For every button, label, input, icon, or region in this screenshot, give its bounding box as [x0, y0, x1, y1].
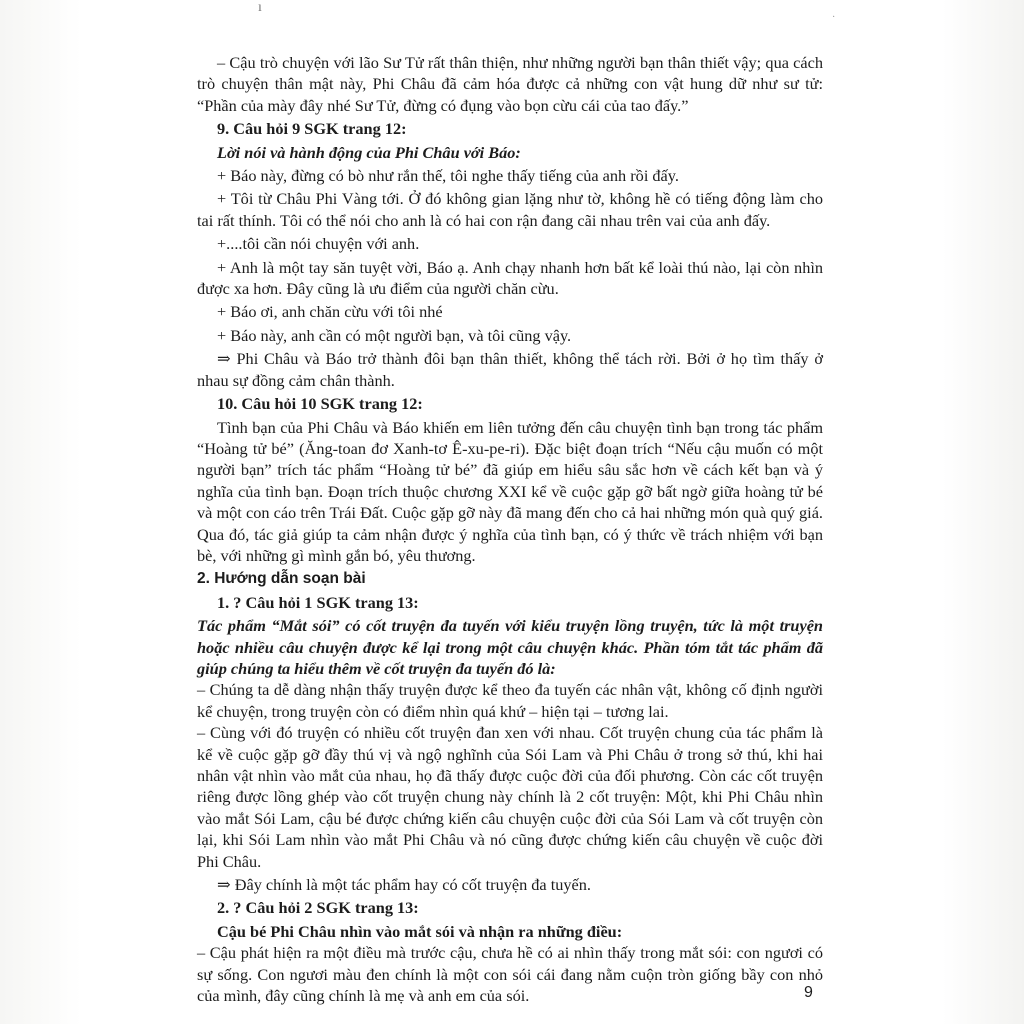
- question-heading: Lời nói và hành động của Phi Châu với Báo:: [217, 142, 521, 162]
- header-mark: ı: [258, 0, 262, 15]
- paragraph: + Anh là một tay săn tuyệt vời, Báo ạ. Anh chạy nhanh hơn bất kể loài thú nào, lại còn nhìn được xa hơn. Đây cũng là ưu điểm của người chăn cừu.: [197, 257, 823, 299]
- paragraph: ⇒ Đây chính là một tác phẩm hay có cốt truyện đa tuyến.: [217, 875, 591, 895]
- question-heading: Cậu bé Phi Châu nhìn vào mắt sói và nhận ra những điều:: [217, 921, 623, 941]
- page-number: 9: [804, 984, 813, 1001]
- section-heading: 2. Hướng dẫn soạn bài: [197, 570, 366, 588]
- paragraph: + Báo này, anh cần có một người bạn, và tôi cũng vậy.: [217, 325, 572, 345]
- paragraph: – Chúng ta dễ dàng nhận thấy truyện được kể theo đa tuyến các nhân vật, không cố định người kể chuyện, trong truyện còn có điểm nhìn quá khứ – hiện tại – tương lai.: [197, 680, 823, 721]
- question-heading: 2. ? Câu hỏi 2 SGK trang 13:: [217, 898, 419, 918]
- question-heading: 1. ? Câu hỏi 1 SGK trang 13:: [217, 592, 419, 612]
- paragraph: + Báo này, đừng có bò như rắn thế, tôi nghe thấy tiếng của anh rồi đấy.: [217, 166, 679, 186]
- paragraph: + Báo ơi, anh chăn cừu với tôi nhé: [217, 302, 443, 322]
- paragraph: +....tôi cần nói chuyện với anh.: [217, 234, 420, 254]
- edge-dot: ·: [832, 12, 836, 23]
- paragraph: – Cậu phát hiện ra một điều mà trước cậu, chưa hề có ai nhìn thấy trong mắt sói: con ngươi có sự sống. Con ngươi màu đen chính là một con sói cái đang nằm cuộn tròn giống bầy con nhỏ của mình, đây cũng chính là mẹ và anh em của sói.: [197, 943, 823, 1006]
- paragraph: – Cùng với đó truyện có nhiều cốt truyện đan xen với nhau. Cốt truyện chung của tác phẩm là kể về cuộc gặp gỡ đầy thú vị và ngộ nghĩnh của Sói Lam và Phi Châu ở trong sở thú, khi hai nhân vật nhìn vào mắt của nhau, họ đã thấy được cuộc đời của đối phương. Còn các cốt truyện riêng được lồng ghép vào cốt truyện chung này chính là 2 cốt truyện: Một, khi Phi Châu nhìn vào mắt Sói Lam, cậu bé được chứng kiến câu chuyện cuộc đời của Sói Lam và cốt truyện còn lại, khi Sói Lam nhìn vào mắt Phi Châu và nó cũng được chứng kiến câu chuyện về cuộc đời Phi Châu.: [197, 723, 823, 871]
- question-heading: Tác phẩm “Mắt sói” có cốt truyện đa tuyến với kiểu truyện lồng truyện, tức là một truyện hoặc nhiều câu chuyện được kể lại trong một câu chuyện khác. Phần tóm tắt tác phẩm đã giúp chúng ta hiểu thêm về cốt truyện đa tuyến đó là:: [197, 616, 823, 678]
- question-heading: 10. Câu hỏi 10 SGK trang 12:: [217, 394, 423, 414]
- paragraph: – Cậu trò chuyện với lão Sư Tử rất thân thiện, như những người bạn thân thiết vậy; qua cách trò chuyện thân mật này, Phi Châu đã cảm hóa được cả những con vật hung dữ như sư tử: “Phần của mày đây nhé Sư Tử, đừng có đụng vào bọn cừu cái của tao đấy.”: [197, 53, 823, 115]
- question-heading: 9. Câu hỏi 9 SGK trang 12:: [217, 119, 407, 139]
- paragraph: ⇒ Phi Châu và Báo trở thành đôi bạn thân thiết, không thể tách rời. Bởi ở họ tìm thấy ở nhau sự đồng cảm chân thành.: [197, 349, 823, 390]
- paragraph: Tình bạn của Phi Châu và Báo khiến em liên tưởng đến câu chuyện tình bạn trong tác phẩm “Hoàng tử bé” (Ăng-toan đơ Xanh-tơ Ê-xu-pe-ri). Đặc biệt đoạn trích “Nếu cậu muốn có một người bạn” trích tác phẩm “Hoàng tử bé” đã giúp em hiểu sâu sắc hơn về cách kết bạn và ý nghĩa của tình bạn. Đoạn trích thuộc chương XXI kể về cuộc gặp gỡ bất ngờ giữa hoàng tử bé và một con cáo trên Trái Đất. Cuộc gặp gỡ này đã mang đến cho cả hai những món quà quý giá. Qua đó, tác giả giúp ta cảm nhận được ý nghĩa của tình bạn, có ý thức về trách nhiệm với bạn bè, với những gì mình gắn bó, yêu thương.: [197, 417, 823, 565]
- paragraph: + Tôi từ Châu Phi Vàng tới. Ở đó không gian lặng như tờ, không hề có tiếng động làm cho tai rất thính. Tôi có thể nói cho anh là có hai con rận đang cãi nhau trên vai của anh đấy.: [197, 189, 823, 230]
- page-content: [197, 52, 823, 1008]
